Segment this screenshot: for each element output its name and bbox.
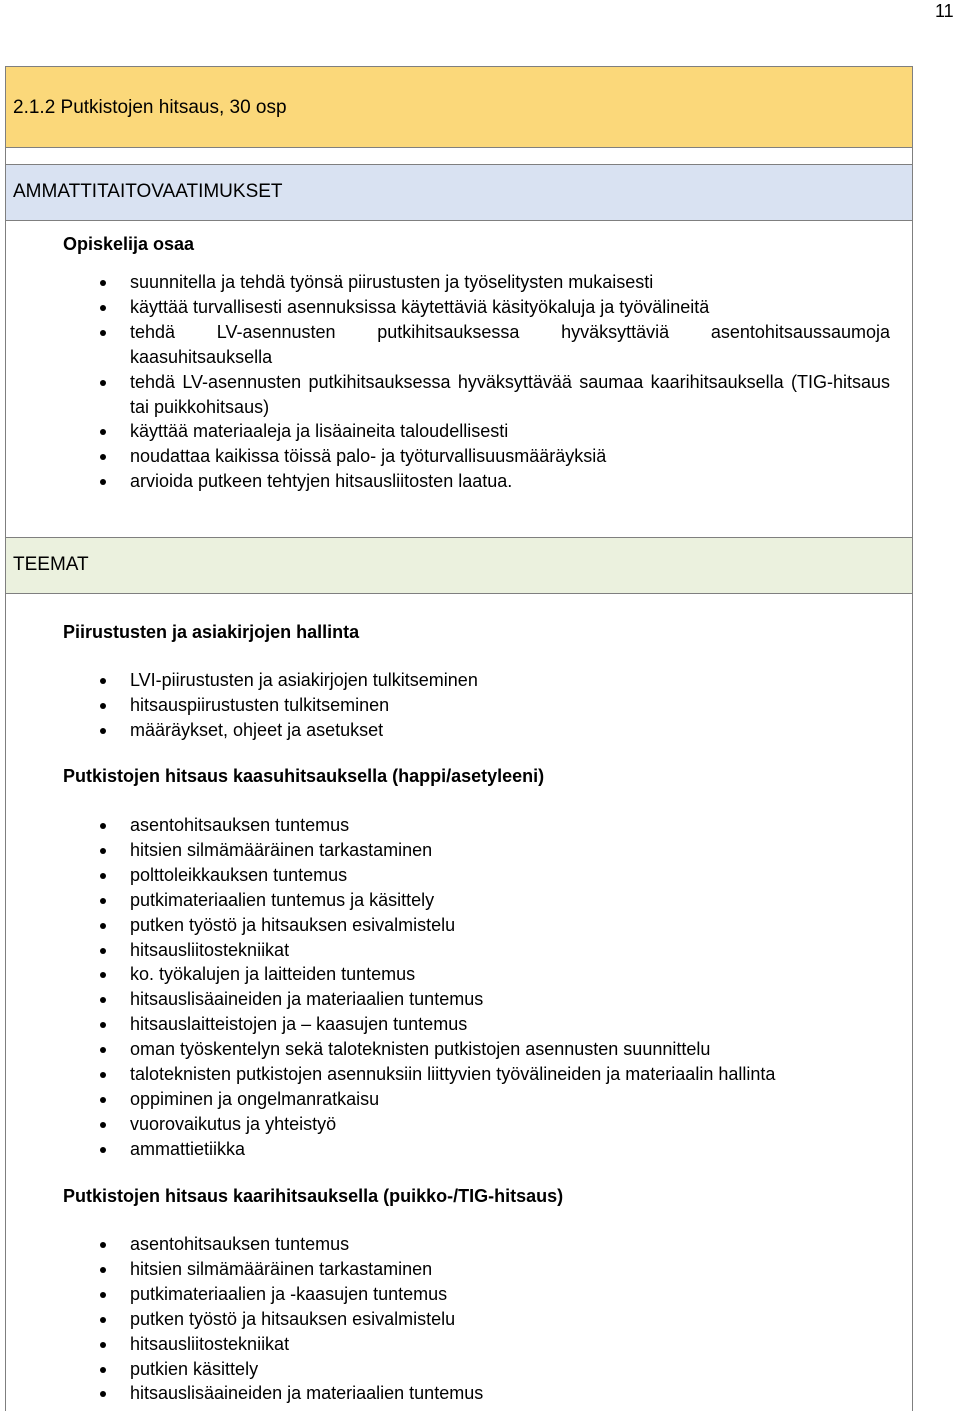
list-item: vuorovaikutus ja yhteistyö (6, 1112, 890, 1137)
list-item: käyttää turvallisesti asennuksissa käytettäviä käsityökaluja ja työvälineitä (6, 295, 890, 320)
list-item: käyttää materiaaleja ja lisäaineita taloudellisesti (6, 419, 890, 444)
list-item: putkimateriaalien ja -kaasujen tuntemus (6, 1282, 890, 1307)
list-item: ammattietiikka (6, 1137, 890, 1162)
list-item: hitsauslisäaineiden ja materiaalien tuntemus (6, 987, 890, 1012)
requirements-body (6, 221, 912, 538)
list-item: hitsien silmämääräinen tarkastaminen (6, 838, 890, 863)
list-item: hitsien silmämääräinen tarkastaminen (6, 1257, 890, 1282)
theme-heading: Putkistojen hitsaus kaasuhitsauksella (happi/asetyleeni) (63, 766, 545, 786)
requirements-header (6, 165, 912, 221)
list-item: hitsauspiirustusten tulkitseminen (6, 693, 890, 718)
theme-heading: Piirustusten ja asiakirjojen hallinta (63, 622, 360, 642)
list-item: suunnitella ja tehdä työnsä piirustusten ja työselitysten mukaisesti (6, 270, 890, 295)
list-item: asentohitsauksen tuntemus (6, 1232, 890, 1257)
module-title-row (6, 66, 912, 148)
list-item: hitsauslaitteistojen ja – kaasujen tuntemus (6, 1012, 890, 1037)
list-item: oman työskentelyn sekä taloteknisten putkistojen asennusten suunnittelu (6, 1037, 890, 1062)
list-item: määräykset, ohjeet ja asetukset (6, 718, 890, 743)
spacer-row (6, 148, 912, 165)
list-item: noudattaa kaikissa töissä palo- ja työturvallisuusmääräyksiä (6, 444, 890, 469)
list-item: hitsausliitostekniikat (6, 938, 890, 963)
list-item: taloteknisten putkistojen asennuksiin liittyvien työvälineiden ja materiaalin hallinta (6, 1062, 890, 1087)
list-item: tehdä LV-asennusten putkihitsauksessa hyväksyttäviä asentohitsaussaumoja kaasuhitsauksella (6, 320, 890, 370)
list-item: putken työstö ja hitsauksen esivalmistelu (6, 1307, 890, 1332)
requirements-label: AMMATTITAITOVAATIMUKSET (13, 181, 283, 202)
requirements-list (6, 270, 890, 494)
list-item: hitsausliitostekniikat (6, 1332, 890, 1357)
list-item: putkien käsittely (6, 1357, 890, 1382)
theme-list (6, 668, 890, 743)
page-number: 11 (935, 1, 954, 21)
list-item: arvioida putkeen tehtyjen hitsausliitosten laatua. (6, 469, 890, 494)
qualification-table (5, 66, 913, 1411)
theme-list (6, 1232, 890, 1406)
list-item: putkimateriaalien tuntemus ja käsittely (6, 888, 890, 913)
theme-list (6, 813, 890, 1162)
themes-body (6, 594, 912, 1411)
module-title: 2.1.2 Putkistojen hitsaus, 30 osp (13, 97, 287, 118)
list-item: hitsauslisäaineiden ja materiaalien tuntemus (6, 1381, 890, 1406)
list-item: putken työstö ja hitsauksen esivalmistelu (6, 913, 890, 938)
list-item: LVI-piirustusten ja asiakirjojen tulkitseminen (6, 668, 890, 693)
list-item: tehdä LV-asennusten putkihitsauksessa hyväksyttävää saumaa kaarihitsauksella (TIG-hitsaus tai puikkohitsaus) (6, 370, 890, 420)
requirements-intro: Opiskelija osaa (63, 234, 195, 254)
theme-heading: Putkistojen hitsaus kaarihitsauksella (puikko-/TIG-hitsaus) (63, 1186, 564, 1206)
themes-label: TEEMAT (13, 554, 89, 575)
list-item: oppiminen ja ongelmanratkaisu (6, 1087, 890, 1112)
themes-header (6, 538, 912, 594)
list-item: polttoleikkauksen tuntemus (6, 863, 890, 888)
list-item: asentohitsauksen tuntemus (6, 813, 890, 838)
list-item: ko. työkalujen ja laitteiden tuntemus (6, 962, 890, 987)
